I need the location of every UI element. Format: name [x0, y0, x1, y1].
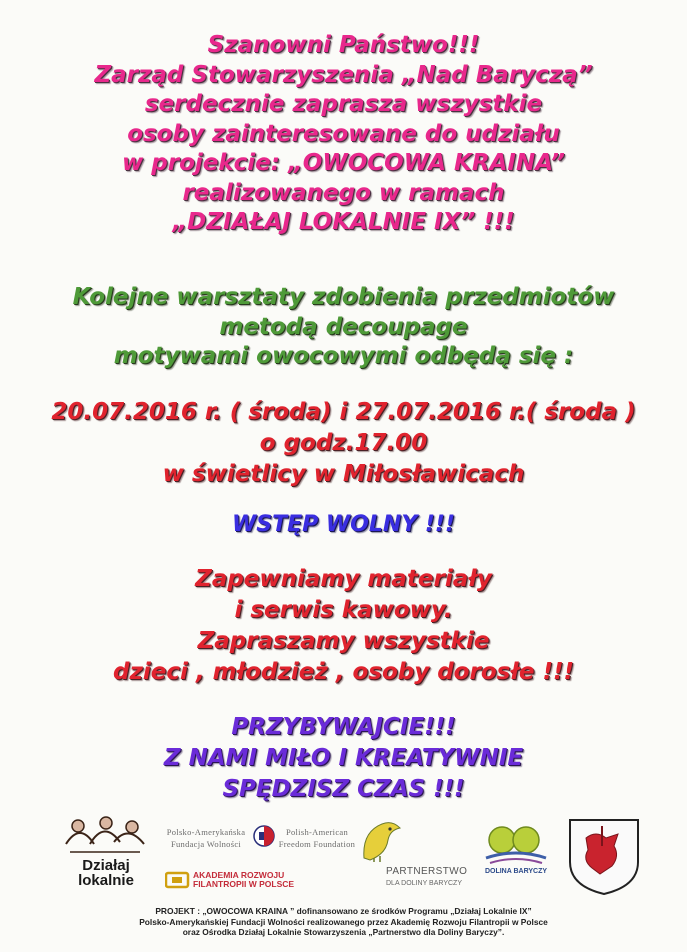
closing-line: SPĘDZISZ CZAS !!!	[222, 776, 465, 802]
pafw-pl-line: Fundacja Wolności	[170, 839, 242, 849]
invitation-block	[0, 31, 687, 238]
event-place: w świetlicy w Miłosławicach	[162, 461, 525, 487]
greeting-line: Szanowni Państwo!!!	[207, 32, 480, 58]
workshops-line: metodą decoupage	[219, 313, 468, 340]
provisions-block	[0, 564, 687, 688]
event-block	[0, 397, 687, 490]
workshops-line: motywami owocowymi odbędą się :	[113, 343, 574, 369]
provisions-line: Zapraszamy wszystkie	[197, 628, 490, 654]
fruit-icon	[480, 822, 552, 866]
arfp-line: AKADEMIA ROZWOJU	[193, 870, 285, 880]
arfp-icon	[165, 871, 191, 889]
provisions-line: dzieci , młodzież , osoby dorosłe !!!	[112, 659, 575, 685]
closing-line: PRZYBYWAJCIE!!!	[231, 714, 456, 740]
dzialaj-lokalnie-logo	[60, 814, 152, 892]
arfp-logo	[165, 869, 365, 891]
invitation-line: realizowanego w ramach	[182, 179, 505, 206]
closing-block	[0, 712, 687, 805]
pafw-en-line: Freedom Foundation	[278, 839, 356, 849]
event-time: o godz.17.00	[259, 430, 428, 456]
entry-block	[0, 512, 687, 538]
provisions-line: Zapewniamy materiały	[195, 566, 492, 592]
dolina-baryczy-logo	[480, 822, 552, 884]
invitation-line: serdecznie zaprasza wszystkie	[144, 91, 543, 117]
workshops-block	[0, 283, 687, 372]
bird-icon	[360, 818, 408, 862]
pafw-pl-logo	[160, 826, 252, 850]
invitation-line: w projekcie: „OWOCOWA KRAINA”	[122, 150, 565, 176]
pafw-en-line: Polish-American	[285, 827, 349, 837]
closing-line: Z NAMI MIŁO I KREATYWNIE	[163, 745, 524, 771]
arfp-line: FILANTROPII W POLSCE	[193, 879, 295, 889]
footer-credits	[0, 906, 687, 938]
footer-line: oraz Ośrodka Działaj Lokalnie Stowarzyszenia „Partnerstwo dla Doliny Baryczy”.	[182, 927, 505, 937]
event-dates: 20.07.2016 r. ( środa) i 27.07.2016 r.( środa )	[51, 399, 636, 425]
entry-text: WSTĘP WOLNY !!!	[231, 512, 456, 537]
dolina-text: DOLINA BARYCZY	[484, 868, 548, 875]
invitation-line: osoby zainteresowane do udziału	[127, 120, 560, 147]
footer-line: PROJEKT : „OWOCOWA KRAINA ” dofinansowano ze środków Programu „Działaj Lokalnie IX”	[155, 906, 532, 916]
invitation-line: Zarząd Stowarzyszenia „Nad Baryczą”	[94, 61, 593, 88]
footer-line: Polsko-Amerykańskiej Fundacji Wolności realizowanego przez Akademię Rozwoju Filantropii w Polsce	[139, 916, 548, 927]
pafw-en-logo	[272, 826, 362, 850]
workshops-line: Kolejne warsztaty zdobienia przedmiotów	[72, 284, 615, 310]
partnerstwo-logo	[356, 818, 476, 894]
partnerstwo-line: PARTNERSTWO	[386, 866, 468, 877]
dzialaj-logo-text: Działaj lokalnie	[78, 857, 134, 889]
invitation-line: „DZIAŁAJ LOKALNIE IX” !!!	[172, 209, 515, 235]
partnerstwo-line: DLA DOLINY BARYCZY	[386, 880, 462, 887]
pafw-pl-line: Polsko-Amerykańska	[166, 827, 246, 837]
provisions-line: i serwis kawowy.	[234, 597, 453, 623]
coat-of-arms-icon	[566, 816, 642, 896]
